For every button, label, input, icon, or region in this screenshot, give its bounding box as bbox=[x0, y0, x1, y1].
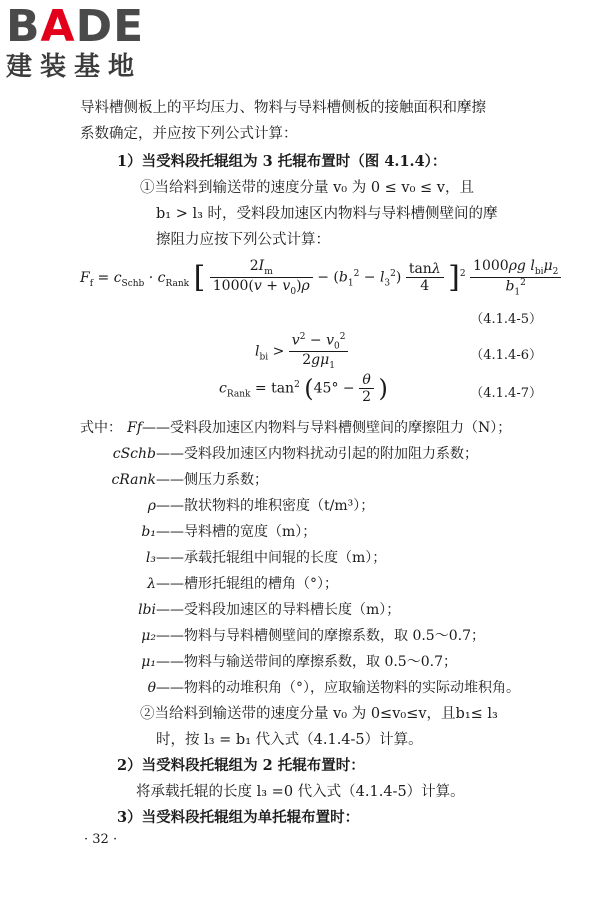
item-1-sub-2-line-1: ②当给料到输送带的速度分量 v₀ 为 0≤v₀≤v，且b₁≤ l₃ bbox=[140, 706, 498, 722]
intro-line-2: 系数确定，并应按下列公式计算： bbox=[80, 126, 298, 142]
definition-symbol: cSchb bbox=[112, 446, 156, 462]
definition-row bbox=[80, 600, 400, 620]
definition-symbol: μ₁ bbox=[141, 654, 156, 670]
item-2-detail: 将承载托辊的长度 l₃ =0 代入式（4.1.4-5）计算。 bbox=[136, 784, 465, 800]
definition-symbol: cRank bbox=[111, 472, 156, 488]
logo bbox=[6, 1, 176, 82]
definition-symbol: b₁ bbox=[141, 524, 156, 540]
definition-symbol: lbi bbox=[138, 602, 156, 618]
item-1-heading: 1）当受料段托辊组为 3 托辊布置时（图 4.1.4）： bbox=[117, 153, 447, 170]
equation-4-1-4-6: $l_{bi}$ > $\frac{v^2 - v_0^2}{2g\mu_1}$ bbox=[255, 332, 348, 371]
logo-subtitle: 建装基地 bbox=[6, 52, 143, 82]
item-3-heading: 3）当受料段托辊组为单托辊布置时： bbox=[117, 809, 360, 826]
item-1-sub-1-line-1: ①当给料到输送带的速度分量 v₀ 为 0 ≤ v₀ ≤ v，且 bbox=[140, 180, 474, 196]
definition-symbol: θ bbox=[147, 680, 156, 696]
equation-4-1-4-7: $c_{Rank} = \tan^2 (45^\circ$ − $\frac{\theta}{2}$ ) bbox=[219, 372, 388, 405]
definition-text: ——受料段加速区的导料槽长度（m）； bbox=[156, 602, 401, 618]
definition-text: ——侧压力系数； bbox=[156, 472, 268, 488]
definition-text: ——承载托辊组中间辊的长度（m）； bbox=[156, 550, 387, 566]
definition-row bbox=[80, 574, 338, 594]
definition-row bbox=[80, 444, 478, 464]
item-2-heading: 2）当受料段托辊组为 2 托辊布置时： bbox=[117, 757, 365, 774]
definition-symbol: λ bbox=[147, 576, 156, 592]
item-1-sub-2-line-2: 时，按 l₃ = b₁ 代入式（4.1.4-5）计算。 bbox=[156, 732, 423, 748]
definition-symbol: Ff bbox=[127, 420, 142, 436]
equation-number-5: （4.1.4-5） bbox=[470, 312, 542, 327]
definition-text: ——物料与输送带间的摩擦系数，取 0.5～0.7； bbox=[156, 654, 457, 670]
definition-text: ——物料的动堆积角（°），应取输送物料的实际动堆积角。 bbox=[156, 680, 520, 696]
definition-row bbox=[80, 678, 520, 698]
definition-row bbox=[80, 496, 374, 516]
item-1-sub-1-line-2: b₁ > l₃ 时，受料段加速区内物料与导料槽侧壁间的摩 bbox=[156, 206, 498, 222]
equation-4-1-4-5: $F_f = c_{Schb} \cdot c_{Rank}$ [ $\frac{2I_m}{1000(v + v_0)\rho}$ − $(b_1^2 - l_3^2)$ $\frac{\tan\lambda}{4}$ ]$^2$ $\frac{1000\rho g l_{bi}\mu_2}{b_1^2}$ bbox=[80, 258, 561, 297]
definition-text: ——物料与导料槽侧壁间的摩擦系数，取 0.5～0.7； bbox=[156, 628, 485, 644]
intro-line-1: 导料槽侧板上的平均压力、物料与导料槽侧板的接触面积和摩擦 bbox=[80, 100, 486, 116]
definition-row bbox=[80, 470, 268, 490]
item-1-sub-1-line-3: 擦阻力应按下列公式计算： bbox=[156, 232, 330, 248]
definition-text: ——受料段加速区内物料与导料槽侧壁间的摩擦阻力（N）； bbox=[142, 420, 512, 436]
equation-number-6: （4.1.4-6） bbox=[470, 348, 542, 363]
definition-text: ——受料段加速区内物料扰动引起的附加阻力系数； bbox=[156, 446, 478, 462]
definition-text: ——导料槽的宽度（m）； bbox=[156, 524, 317, 540]
definition-row bbox=[80, 626, 485, 646]
definition-row bbox=[80, 418, 511, 438]
definition-text: ——散状物料的堆积密度（t/m³）； bbox=[156, 498, 375, 514]
definition-text: ——槽形托辊组的槽角（°）； bbox=[156, 576, 338, 592]
definition-symbol: l₃ bbox=[145, 550, 156, 566]
page-number: · 32 · bbox=[84, 832, 118, 847]
definition-symbol: ρ bbox=[147, 498, 156, 514]
logo-wordmark: BADE bbox=[6, 1, 145, 52]
definition-row bbox=[80, 522, 316, 542]
definition-row bbox=[80, 548, 386, 568]
definition-row bbox=[80, 652, 457, 672]
equation-number-7: （4.1.4-7） bbox=[470, 386, 542, 401]
where-label: 式中： bbox=[80, 420, 122, 436]
definition-symbol: μ₂ bbox=[141, 628, 156, 644]
